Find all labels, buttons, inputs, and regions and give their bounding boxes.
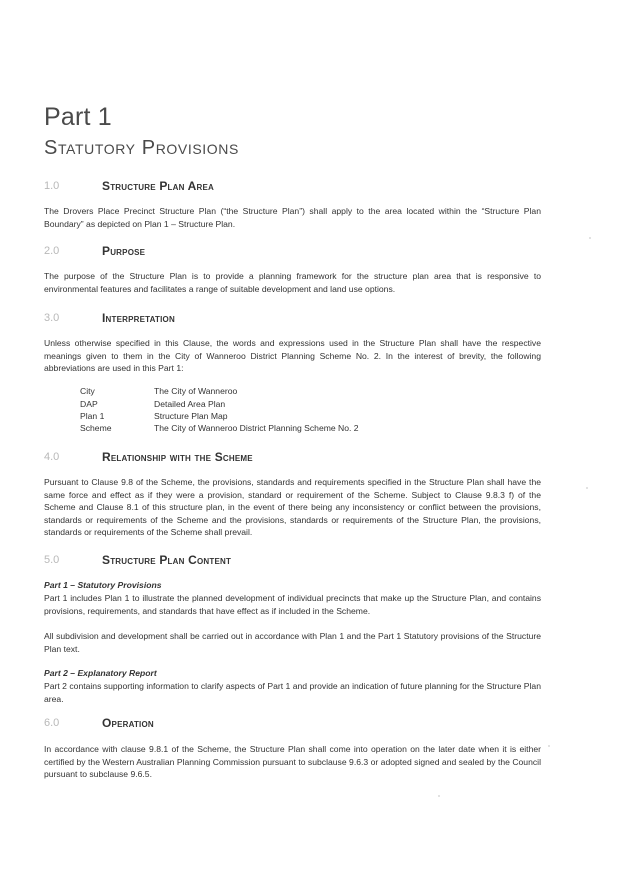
section-paragraph: Part 2 contains supporting information to clarify aspects of Part 1 and provide an indication of future planning for the Structure Plan area. [44,681,541,704]
section-number: 1.0 [44,180,60,192]
abbreviation-row [80,411,500,423]
section-heading-purpose [44,245,564,261]
section-title: Relationship with the Scheme [102,450,253,464]
section-title: Interpretation [102,311,175,325]
part-1-subheading: Part 1 – Statutory Provisions [44,580,162,590]
abbreviation-term: City [80,386,95,396]
section-title: Operation [102,716,154,730]
section-paragraph: Part 1 includes Plan 1 to illustrate the planned development of individual precincts that make up the Structure Plan, and contains provisions, requirements, and standards that have effect as if included in the Scheme. [44,593,541,616]
section-number: 3.0 [44,312,60,324]
abbreviation-row [80,423,500,435]
section-title: Structure Plan Area [102,179,215,193]
section-paragraph: The purpose of the Structure Plan is to provide a planning framework for the structure plan area that is responsive to environmental features and facilitates a range of suitable development and land use options. [44,271,541,294]
abbreviation-definition: The City of Wanneroo District Planning Scheme No. 2 [154,423,359,433]
section-heading-relationship-with-the-scheme [44,451,564,467]
scan-speck [438,795,440,797]
abbreviation-definition: The City of Wanneroo [154,386,238,396]
scan-speck [589,237,591,239]
scan-speck [586,487,588,489]
abbreviation-row [80,399,500,411]
section-paragraph: In accordance with clause 9.8.1 of the Scheme, the Structure Plan shall come into operation on the later date when it is either certified by the Western Australian Planning Commission pursuant to subclause 9.6.3 or adopted signed and sealed by the Council pursuant to subclause 9.6.5. [44,744,541,779]
section-number: 6.0 [44,717,60,729]
section-heading-operation [44,717,564,733]
abbreviation-row [80,386,500,398]
abbreviation-term: Plan 1 [80,411,105,421]
section-heading-structure-plan-area [44,180,564,196]
abbreviation-definition: Structure Plan Map [154,411,228,421]
section-number: 2.0 [44,245,60,257]
scan-speck [548,745,550,747]
abbreviation-term: Scheme [80,423,112,433]
section-paragraph: Pursuant to Clause 9.8 of the Scheme, the provisions, standards and requirements specified in the Structure Plan shall have the same force and effect as if they were a provision, standard or requirement of the Scheme. Subject to Clause 9.8.3 f) of the Scheme and Clause 8.1 of this structure plan, in the event of there being any inconsistency or conflict between the provisions, standards or requirements of the Scheme and the provisions, standards or requirements of the Structure Plan, the provisions, standards or requirements of the Scheme shall prevail. [44,477,541,537]
section-title: Structure Plan Content [102,553,232,567]
abbreviation-term: DAP [80,399,98,409]
part-title: Part 1 [44,103,112,131]
section-paragraph: All subdivision and development shall be carried out in accordance with Plan 1 and the Part 1 Statutory provisions of the Structure Plan text. [44,631,541,654]
section-number: 4.0 [44,451,60,463]
abbreviation-definition: Detailed Area Plan [154,399,226,409]
part-2-subheading: Part 2 – Explanatory Report [44,668,157,678]
part-subtitle: Statutory Provisions [44,137,239,159]
section-heading-structure-plan-content [44,554,564,570]
section-number: 5.0 [44,554,60,566]
section-paragraph: The Drovers Place Precinct Structure Plan (“the Structure Plan”) shall apply to the area located within the “Structure Plan Boundary” as depicted on Plan 1 – Structure Plan. [44,206,541,229]
section-title: Purpose [102,244,146,258]
section-heading-interpretation [44,312,564,328]
section-paragraph: Unless otherwise specified in this Clause, the words and expressions used in the Structure Plan shall have the respective meanings given to them in the City of Wanneroo District Planning Scheme No. 2. In the interest of brevity, the following abbreviations are used in this Part 1: [44,338,541,373]
